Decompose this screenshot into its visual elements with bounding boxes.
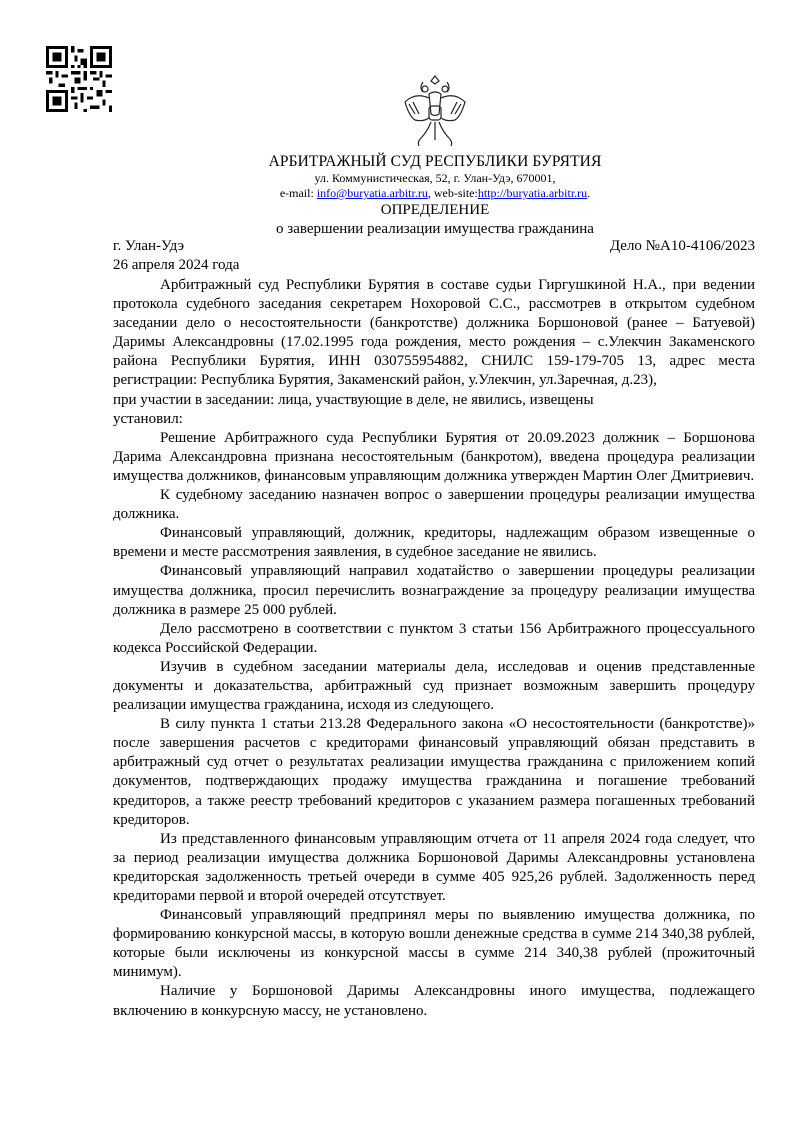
- paragraph: Наличие у Боршоновой Даримы Александровны иного имущества, подлежащего включению в конкурсную массу, не установлено.: [113, 983, 755, 1019]
- paragraph: К судебному заседанию назначен вопрос о завершении процедуры реализации имущества должника.: [113, 487, 755, 523]
- document-body: [113, 276, 755, 1021]
- paragraph: В силу пункта 1 статьи 213.28 Федерального закона «О несостоятельности (банкротстве)» после завершения расчетов с кредиторами финансовый управляющий обязан представить в арбитражный суд отчет о результатах реализации имущества гражданина с приложением копий документов, подтверждающих продажу имущества гражданина и погашение требований кредиторов, а также реестр требований кредиторов с указанием размера погашенных требований кредиторов.: [113, 716, 755, 828]
- document-date: 26 апреля 2024 года: [113, 257, 240, 273]
- paragraph: при участии в заседании: лица, участвующие в деле, не явились, извещены: [113, 391, 594, 408]
- paragraph: Финансовый управляющий, должник, кредиторы, надлежащим образом извещенные о времени и месте рассмотрения заявления, в судебное заседание не явились.: [113, 525, 755, 561]
- contacts-suffix: .: [587, 186, 591, 200]
- case-number: Дело №А10-4106/2023: [609, 238, 755, 254]
- document-subtitle: о завершении реализации имущества гражданина: [276, 221, 594, 237]
- court-contacts: [110, 186, 760, 201]
- document-type: ОПРЕДЕЛЕНИЕ: [380, 202, 490, 218]
- website-link[interactable]: http://buryatia.arbitr.ru: [477, 186, 588, 200]
- court-name: АРБИТРАЖНЫЙ СУД РЕСПУБЛИКИ БУРЯТИЯ: [268, 153, 602, 170]
- paragraph: Арбитражный суд Республики Бурятия в составе судьи Гиргушкиной Н.А., при ведении протокола судебного заседания секретарем Нохоровой С.С., рассмотрев в открытом судебном заседании дело о несостоятельности (банкротстве) должника Боршоновой (ранее – Батуевой) Даримы Александровны (17.02.1995 года рождения, место рождения – с.Улекчин Закаменского района Республики Бурятия, ИНН 030755954882, СНИЛС 159-179-705 13, адрес места регистрации: Республика Бурятия, Закаменский район, у.Улекчин, ул.Заречная, д.23),: [113, 277, 755, 389]
- paragraph: Финансовый управляющий предпринял меры по выявлению имущества должника, по формированию конкурсной массы, в которую вошли денежные средства в сумме 214 340,38 рублей, которые были исключены из конкурсной массы в сумме 214 340,38 рублей (прожиточный минимум).: [113, 907, 755, 981]
- document-city: г. Улан-Удэ: [113, 238, 185, 254]
- paragraph: установил:: [113, 410, 183, 427]
- paragraph: Изучив в судебном заседании материалы дела, исследовав и оценив представленные документы и доказательства, арбитражный суд признает возможным завершить процедуру реализации имущества гражданина, исходя из следующего.: [113, 658, 755, 714]
- paragraph: Дело рассмотрено в соответствии с пунктом 3 статьи 156 Арбитражного процессуального кодекса Российской Федерации.: [113, 620, 755, 656]
- paragraph: Решение Арбитражного суда Республики Бурятия от 20.09.2023 должник – Боршонова Дарима Александровна признана несостоятельным (банкротом), введена процедура реализации имущества должников, финансовым управляющим должника утвержден Мартин Олег Дмитриевич.: [113, 429, 755, 484]
- court-address: ул. Коммунистическая, 52, г. Улан-Удэ, 670001,: [314, 171, 556, 185]
- website-label: , web-site:: [427, 186, 478, 200]
- email-label: e-mail:: [279, 186, 317, 200]
- qr-code-icon: [46, 46, 112, 112]
- paragraph: Из представленного финансовым управляющим отчета от 11 апреля 2024 года следует, что за период реализации имущества должника Боршоновой Даримы Александровны установлена кредиторская задолженность третьей очереди в сумме 405 925,26 рублей. Задолженность перед кредиторами первой и второй очередей отсутствует.: [113, 830, 755, 904]
- coat-of-arms-icon: [399, 72, 471, 150]
- document-meta: [113, 238, 755, 255]
- paragraph: Финансовый управляющий направил ходатайство о завершении процедуры реализации имущества должника, просил перечислить вознаграждение за процедуру реализации имущества должника в размере 25 000 рублей.: [113, 563, 755, 618]
- email-link[interactable]: info@buryatia.arbitr.ru: [316, 186, 428, 200]
